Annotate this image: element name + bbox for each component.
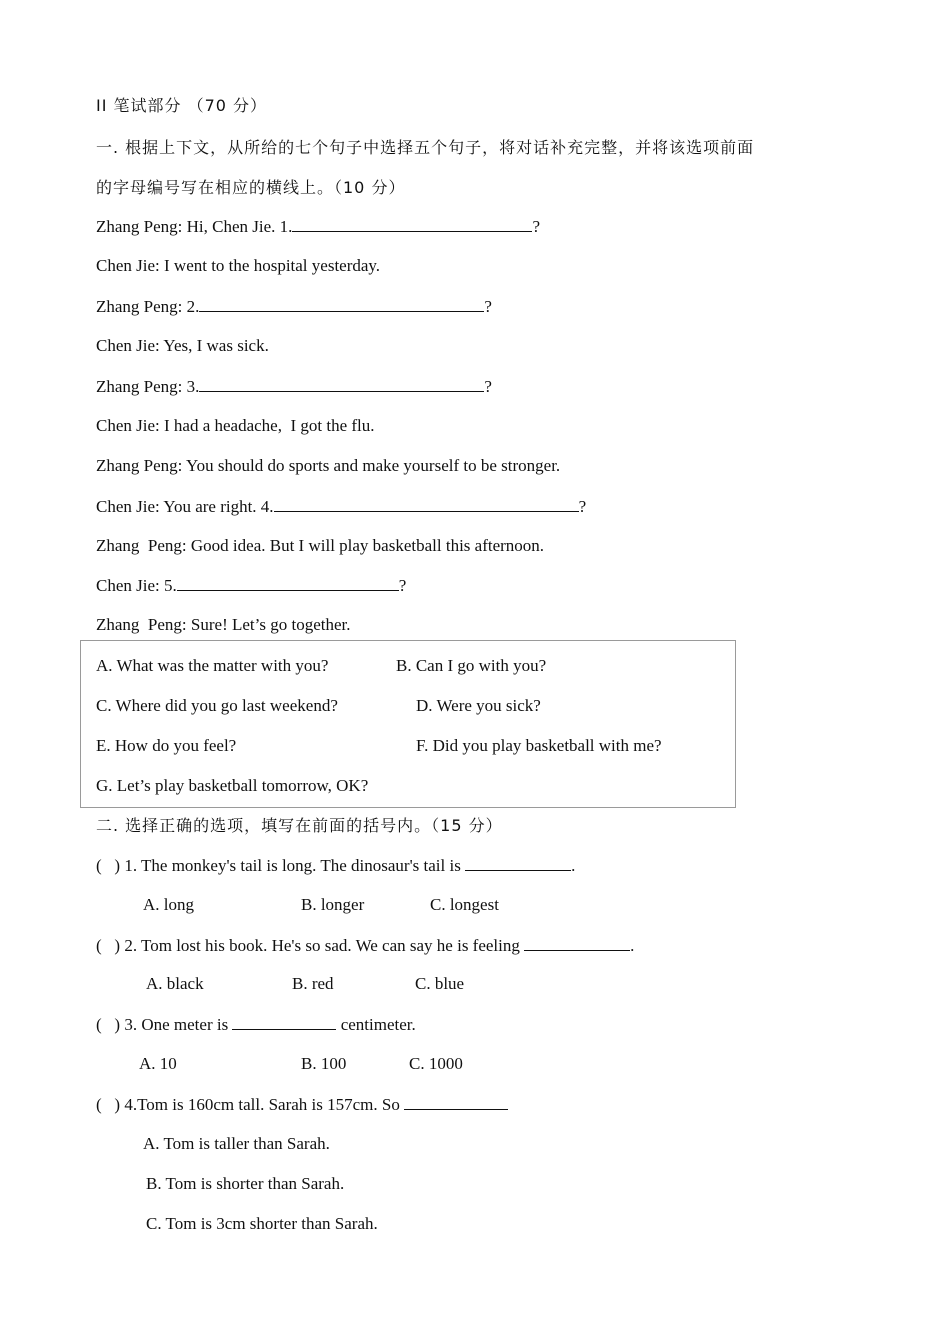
speaker: Zhang Peng: — [96, 615, 187, 634]
option-f: F. Did you play basketball with me? — [416, 736, 662, 755]
dialogue-line-1 — [96, 215, 540, 238]
dialogue-text: You are right. 4. — [163, 497, 274, 516]
question-1 — [96, 854, 575, 877]
dialogue-line-2 — [96, 255, 380, 277]
speaker: Chen Jie: — [96, 497, 160, 516]
dialogue-text: Hi, Chen Jie. 1. — [186, 217, 293, 236]
q4-choice-a: A. Tom is taller than Sarah. — [143, 1134, 330, 1153]
q3-choice-c: C. 1000 — [409, 1054, 463, 1073]
question-mark: ? — [578, 497, 587, 516]
dialogue-text: 3. — [186, 377, 200, 396]
question-stem: 3. One meter is — [124, 1015, 233, 1034]
answer-paren[interactable]: ( ) — [96, 1095, 121, 1114]
q3-choice-a: A. 10 — [139, 1054, 177, 1073]
q3-choice-b: B. 100 — [301, 1054, 347, 1073]
answer-paren[interactable]: ( ) — [96, 936, 121, 955]
q2-choice-a: A. black — [146, 974, 204, 993]
speaker: Chen Jie: — [96, 256, 160, 275]
dialogue-line-9 — [96, 535, 544, 557]
speaker: Zhang Peng: — [96, 297, 183, 316]
dialogue-line-7 — [96, 455, 560, 477]
q2-choice-b: B. red — [292, 974, 334, 993]
question-stem: 2. Tom lost his book. He's so sad. We can say he is feeling — [124, 936, 525, 955]
speaker: Chen Jie: — [96, 336, 160, 355]
speaker: Zhang Peng: — [96, 217, 183, 236]
answer-paren[interactable]: ( ) — [96, 856, 121, 875]
question-stem: 1. The monkey's tail is long. The dinosaur's tail is — [124, 856, 466, 875]
answer-blank-1[interactable] — [292, 215, 532, 232]
dialogue-line-4 — [96, 335, 269, 357]
answer-paren[interactable]: ( ) — [96, 1015, 121, 1034]
dialogue-text: You should do sports and make yourself to be stronger. — [186, 456, 561, 475]
q1-choice-c: C. longest — [430, 895, 499, 914]
part1-instruction-line1: 一. 根据上下文，从所给的七个句子中选择五个句子，将对话补充完整，并将该选项前面 — [96, 138, 755, 157]
dialogue-line-10 — [96, 574, 406, 597]
q2-choice-c: C. blue — [415, 974, 465, 993]
speaker: Zhang Peng: — [96, 456, 183, 475]
dialogue-line-11 — [96, 614, 350, 636]
answer-blank-4[interactable] — [274, 495, 579, 512]
question-4 — [96, 1093, 508, 1116]
section-title: II 笔试部分 （70 分） — [96, 96, 268, 115]
option-e: E. How do you feel? — [96, 736, 237, 755]
question-2 — [96, 934, 634, 957]
answer-blank[interactable] — [524, 934, 630, 951]
dialogue-text: Sure! Let’s go together. — [190, 615, 351, 634]
dialogue-text: I went to the hospital yesterday. — [164, 256, 381, 275]
dialogue-text: Yes, I was sick. — [163, 336, 269, 355]
dialogue-line-3 — [96, 295, 492, 318]
option-c: C. Where did you go last weekend? — [96, 696, 338, 715]
option-a: A. What was the matter with you? — [96, 656, 329, 675]
question-3 — [96, 1013, 416, 1036]
question-mark: ? — [532, 217, 540, 236]
q1-choice-b: B. longer — [301, 895, 365, 914]
q1-choice-a: A. long — [143, 895, 194, 914]
question-stem: 4.Tom is 160cm tall. Sarah is 157cm. So — [124, 1095, 405, 1114]
part1-instruction-line2: 的字母编号写在相应的横线上。（10 分） — [96, 178, 406, 197]
part2-instruction: 二. 选择正确的选项，填写在前面的括号内。（15 分） — [96, 816, 503, 835]
speaker: Chen Jie: — [96, 416, 160, 435]
dialogue-text: Good idea. But I will play basketball this afternoon. — [190, 536, 545, 555]
answer-blank[interactable] — [232, 1013, 336, 1030]
answer-blank-5[interactable] — [177, 574, 399, 591]
dialogue-line-6 — [96, 415, 375, 437]
dialogue-text: I had a headache, I got the flu. — [164, 416, 375, 435]
dialogue-line-5 — [96, 375, 492, 398]
speaker: Chen Jie: — [96, 576, 160, 595]
dialogue-line-8 — [96, 495, 586, 518]
options-box — [80, 640, 736, 808]
option-b: B. Can I go with you? — [396, 656, 547, 675]
question-tail: . — [571, 856, 576, 875]
answer-blank-3[interactable] — [199, 375, 484, 392]
question-mark: ? — [484, 297, 492, 316]
dialogue-text: 5. — [164, 576, 177, 595]
option-d: D. Were you sick? — [416, 696, 541, 715]
answer-blank[interactable] — [404, 1093, 508, 1110]
question-mark: ? — [484, 377, 492, 396]
question-tail: . — [630, 936, 635, 955]
speaker: Zhang Peng: — [96, 377, 183, 396]
question-tail: centimeter. — [336, 1015, 416, 1034]
option-g: G. Let’s play basketball tomorrow, OK? — [96, 776, 369, 795]
speaker: Zhang Peng: — [96, 536, 187, 555]
q4-choice-b: B. Tom is shorter than Sarah. — [146, 1174, 345, 1193]
answer-blank[interactable] — [465, 854, 571, 871]
q4-choice-c: C. Tom is 3cm shorter than Sarah. — [146, 1214, 378, 1233]
answer-blank-2[interactable] — [199, 295, 484, 312]
question-mark: ? — [398, 576, 407, 595]
dialogue-text: 2. — [186, 297, 200, 316]
